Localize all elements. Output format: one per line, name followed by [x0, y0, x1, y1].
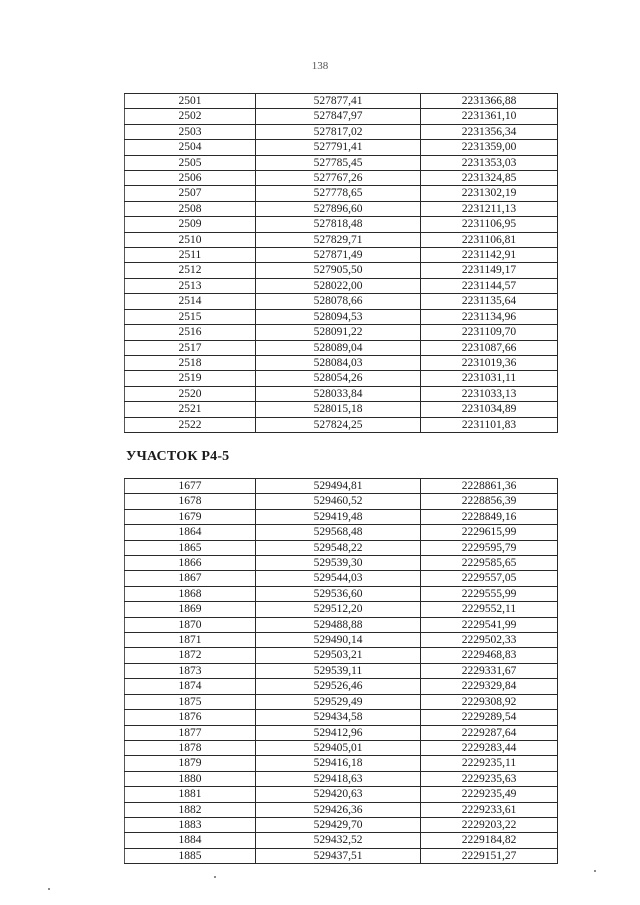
table-row: [125, 232, 558, 247]
table-row: [125, 140, 558, 155]
point-number-cell: 1876: [125, 710, 256, 725]
y-coordinate-cell: 2231302,19: [421, 186, 558, 201]
table-row: [125, 848, 558, 863]
coordinates-table-2-body: [125, 479, 558, 864]
x-coordinate-cell: 529539,11: [256, 663, 421, 678]
y-coordinate-cell: 2229331,67: [421, 663, 558, 678]
x-coordinate-cell: 529548,22: [256, 540, 421, 555]
table-row: [125, 278, 558, 293]
table-row: [125, 155, 558, 170]
y-coordinate-cell: 2229541,99: [421, 617, 558, 632]
y-coordinate-cell: 2229555,99: [421, 586, 558, 601]
x-coordinate-cell: 527817,02: [256, 124, 421, 139]
x-coordinate-cell: 527877,41: [256, 94, 421, 109]
y-coordinate-cell: 2231101,83: [421, 417, 558, 432]
point-number-cell: 2522: [125, 417, 256, 432]
point-number-cell: 2509: [125, 217, 256, 232]
table-row: [125, 710, 558, 725]
x-coordinate-cell: 528091,22: [256, 325, 421, 340]
point-number-cell: 2502: [125, 109, 256, 124]
y-coordinate-cell: 2229468,83: [421, 648, 558, 663]
scan-speck: [594, 870, 596, 872]
point-number-cell: 2501: [125, 94, 256, 109]
y-coordinate-cell: 2231144,57: [421, 278, 558, 293]
y-coordinate-cell: 2231142,91: [421, 248, 558, 263]
y-coordinate-cell: 2231031,11: [421, 371, 558, 386]
table-row: [125, 94, 558, 109]
x-coordinate-cell: 529536,60: [256, 586, 421, 601]
point-number-cell: 2518: [125, 355, 256, 370]
x-coordinate-cell: 528089,04: [256, 340, 421, 355]
point-number-cell: 1871: [125, 633, 256, 648]
point-number-cell: 2503: [125, 124, 256, 139]
point-number-cell: 1873: [125, 663, 256, 678]
x-coordinate-cell: 529568,48: [256, 525, 421, 540]
table-row: [125, 833, 558, 848]
y-coordinate-cell: 2231366,88: [421, 94, 558, 109]
x-coordinate-cell: 528078,66: [256, 294, 421, 309]
table-row: [125, 371, 558, 386]
point-number-cell: 2508: [125, 201, 256, 216]
x-coordinate-cell: 527905,50: [256, 263, 421, 278]
table-row: [125, 771, 558, 786]
point-number-cell: 1870: [125, 617, 256, 632]
y-coordinate-cell: 2231019,36: [421, 355, 558, 370]
table-row: [125, 509, 558, 524]
table-row: [125, 602, 558, 617]
x-coordinate-cell: 528094,53: [256, 309, 421, 324]
point-number-cell: 1677: [125, 479, 256, 494]
y-coordinate-cell: 2231324,85: [421, 171, 558, 186]
table-row: [125, 171, 558, 186]
point-number-cell: 1872: [125, 648, 256, 663]
point-number-cell: 2511: [125, 248, 256, 263]
point-number-cell: 2519: [125, 371, 256, 386]
point-number-cell: 1865: [125, 540, 256, 555]
point-number-cell: 1877: [125, 725, 256, 740]
y-coordinate-cell: 2231135,64: [421, 294, 558, 309]
y-coordinate-cell: 2229557,05: [421, 571, 558, 586]
table-row: [125, 556, 558, 571]
scan-speck: [214, 876, 216, 878]
x-coordinate-cell: 529490,14: [256, 633, 421, 648]
point-number-cell: 1867: [125, 571, 256, 586]
table-row: [125, 217, 558, 232]
point-number-cell: 1882: [125, 802, 256, 817]
point-number-cell: 1884: [125, 833, 256, 848]
point-number-cell: 2512: [125, 263, 256, 278]
x-coordinate-cell: 527767,26: [256, 171, 421, 186]
point-number-cell: 1875: [125, 694, 256, 709]
table-row: [125, 494, 558, 509]
table-row: [125, 355, 558, 370]
y-coordinate-cell: 2228861,36: [421, 479, 558, 494]
point-number-cell: 2514: [125, 294, 256, 309]
point-number-cell: 2515: [125, 309, 256, 324]
coordinates-table-2: [124, 478, 558, 864]
x-coordinate-cell: 529526,46: [256, 679, 421, 694]
table-row: [125, 663, 558, 678]
table-row: [125, 201, 558, 216]
table-row: [125, 417, 558, 432]
point-number-cell: 1881: [125, 787, 256, 802]
y-coordinate-cell: 2229502,33: [421, 633, 558, 648]
y-coordinate-cell: 2229233,61: [421, 802, 558, 817]
table-row: [125, 633, 558, 648]
table-row: [125, 540, 558, 555]
x-coordinate-cell: 529418,63: [256, 771, 421, 786]
point-number-cell: 1879: [125, 756, 256, 771]
x-coordinate-cell: 528022,00: [256, 278, 421, 293]
table-row: [125, 817, 558, 832]
point-number-cell: 2513: [125, 278, 256, 293]
table-row: [125, 571, 558, 586]
y-coordinate-cell: 2229235,49: [421, 787, 558, 802]
y-coordinate-cell: 2231361,10: [421, 109, 558, 124]
point-number-cell: 2510: [125, 232, 256, 247]
y-coordinate-cell: 2229287,64: [421, 725, 558, 740]
x-coordinate-cell: 529512,20: [256, 602, 421, 617]
page-number: 138: [311, 60, 329, 72]
x-coordinate-cell: 528033,84: [256, 386, 421, 401]
x-coordinate-cell: 529419,48: [256, 509, 421, 524]
x-coordinate-cell: 528054,26: [256, 371, 421, 386]
y-coordinate-cell: 2229329,84: [421, 679, 558, 694]
point-number-cell: 1874: [125, 679, 256, 694]
x-coordinate-cell: 529405,01: [256, 740, 421, 755]
table-row: [125, 725, 558, 740]
table-row: [125, 525, 558, 540]
x-coordinate-cell: 527871,49: [256, 248, 421, 263]
y-coordinate-cell: 2231356,34: [421, 124, 558, 139]
table-row: [125, 787, 558, 802]
y-coordinate-cell: 2229289,54: [421, 710, 558, 725]
point-number-cell: 1864: [125, 525, 256, 540]
x-coordinate-cell: 527778,65: [256, 186, 421, 201]
point-number-cell: 1880: [125, 771, 256, 786]
x-coordinate-cell: 529437,51: [256, 848, 421, 863]
y-coordinate-cell: 2229184,82: [421, 833, 558, 848]
y-coordinate-cell: 2231134,96: [421, 309, 558, 324]
x-coordinate-cell: 529460,52: [256, 494, 421, 509]
point-number-cell: 1678: [125, 494, 256, 509]
table-row: [125, 340, 558, 355]
point-number-cell: 2516: [125, 325, 256, 340]
y-coordinate-cell: 2229308,92: [421, 694, 558, 709]
x-coordinate-cell: 529539,30: [256, 556, 421, 571]
y-coordinate-cell: 2231034,89: [421, 402, 558, 417]
point-number-cell: 1878: [125, 740, 256, 755]
y-coordinate-cell: 2228849,16: [421, 509, 558, 524]
y-coordinate-cell: 2231353,03: [421, 155, 558, 170]
table-row: [125, 124, 558, 139]
table-row: [125, 402, 558, 417]
table-row: [125, 109, 558, 124]
point-number-cell: 2517: [125, 340, 256, 355]
table-row: [125, 309, 558, 324]
table-row: [125, 248, 558, 263]
point-number-cell: 1866: [125, 556, 256, 571]
y-coordinate-cell: 2231106,95: [421, 217, 558, 232]
y-coordinate-cell: 2229585,65: [421, 556, 558, 571]
coordinates-table-1-body: [125, 94, 558, 433]
y-coordinate-cell: 2231106,81: [421, 232, 558, 247]
x-coordinate-cell: 529544,03: [256, 571, 421, 586]
table-row: [125, 325, 558, 340]
section-heading: УЧАСТОК Р4-5: [126, 449, 230, 464]
scan-speck: [48, 888, 50, 890]
coordinates-table-1: [124, 93, 558, 433]
table-row: [125, 802, 558, 817]
y-coordinate-cell: 2229615,99: [421, 525, 558, 540]
y-coordinate-cell: 2231033,13: [421, 386, 558, 401]
table-row: [125, 294, 558, 309]
table-row: [125, 740, 558, 755]
point-number-cell: 1868: [125, 586, 256, 601]
table-row: [125, 186, 558, 201]
point-number-cell: 2506: [125, 171, 256, 186]
table-row: [125, 586, 558, 601]
x-coordinate-cell: 527896,60: [256, 201, 421, 216]
x-coordinate-cell: 529434,58: [256, 710, 421, 725]
y-coordinate-cell: 2229552,11: [421, 602, 558, 617]
y-coordinate-cell: 2231359,00: [421, 140, 558, 155]
point-number-cell: 2504: [125, 140, 256, 155]
point-number-cell: 2520: [125, 386, 256, 401]
x-coordinate-cell: 527847,97: [256, 109, 421, 124]
y-coordinate-cell: 2229151,27: [421, 848, 558, 863]
x-coordinate-cell: 529429,70: [256, 817, 421, 832]
point-number-cell: 1885: [125, 848, 256, 863]
x-coordinate-cell: 529416,18: [256, 756, 421, 771]
x-coordinate-cell: 527791,41: [256, 140, 421, 155]
x-coordinate-cell: 529503,21: [256, 648, 421, 663]
x-coordinate-cell: 528084,03: [256, 355, 421, 370]
y-coordinate-cell: 2229283,44: [421, 740, 558, 755]
table-row: [125, 386, 558, 401]
table-row: [125, 479, 558, 494]
y-coordinate-cell: 2229595,79: [421, 540, 558, 555]
point-number-cell: 1679: [125, 509, 256, 524]
y-coordinate-cell: 2231109,70: [421, 325, 558, 340]
table-row: [125, 679, 558, 694]
point-number-cell: 2505: [125, 155, 256, 170]
table-row: [125, 617, 558, 632]
x-coordinate-cell: 529529,49: [256, 694, 421, 709]
x-coordinate-cell: 527829,71: [256, 232, 421, 247]
table-row: [125, 694, 558, 709]
y-coordinate-cell: 2229235,11: [421, 756, 558, 771]
point-number-cell: 1869: [125, 602, 256, 617]
x-coordinate-cell: 527818,48: [256, 217, 421, 232]
point-number-cell: 2507: [125, 186, 256, 201]
y-coordinate-cell: 2231149,17: [421, 263, 558, 278]
table-row: [125, 756, 558, 771]
table-row: [125, 648, 558, 663]
point-number-cell: 1883: [125, 817, 256, 832]
y-coordinate-cell: 2231087,66: [421, 340, 558, 355]
x-coordinate-cell: 527785,45: [256, 155, 421, 170]
x-coordinate-cell: 529412,96: [256, 725, 421, 740]
y-coordinate-cell: 2231211,13: [421, 201, 558, 216]
x-coordinate-cell: 529426,36: [256, 802, 421, 817]
x-coordinate-cell: 529432,52: [256, 833, 421, 848]
x-coordinate-cell: 528015,18: [256, 402, 421, 417]
x-coordinate-cell: 529488,88: [256, 617, 421, 632]
y-coordinate-cell: 2229203,22: [421, 817, 558, 832]
x-coordinate-cell: 529494,81: [256, 479, 421, 494]
x-coordinate-cell: 529420,63: [256, 787, 421, 802]
y-coordinate-cell: 2228856,39: [421, 494, 558, 509]
x-coordinate-cell: 527824,25: [256, 417, 421, 432]
table-row: [125, 263, 558, 278]
point-number-cell: 2521: [125, 402, 256, 417]
y-coordinate-cell: 2229235,63: [421, 771, 558, 786]
